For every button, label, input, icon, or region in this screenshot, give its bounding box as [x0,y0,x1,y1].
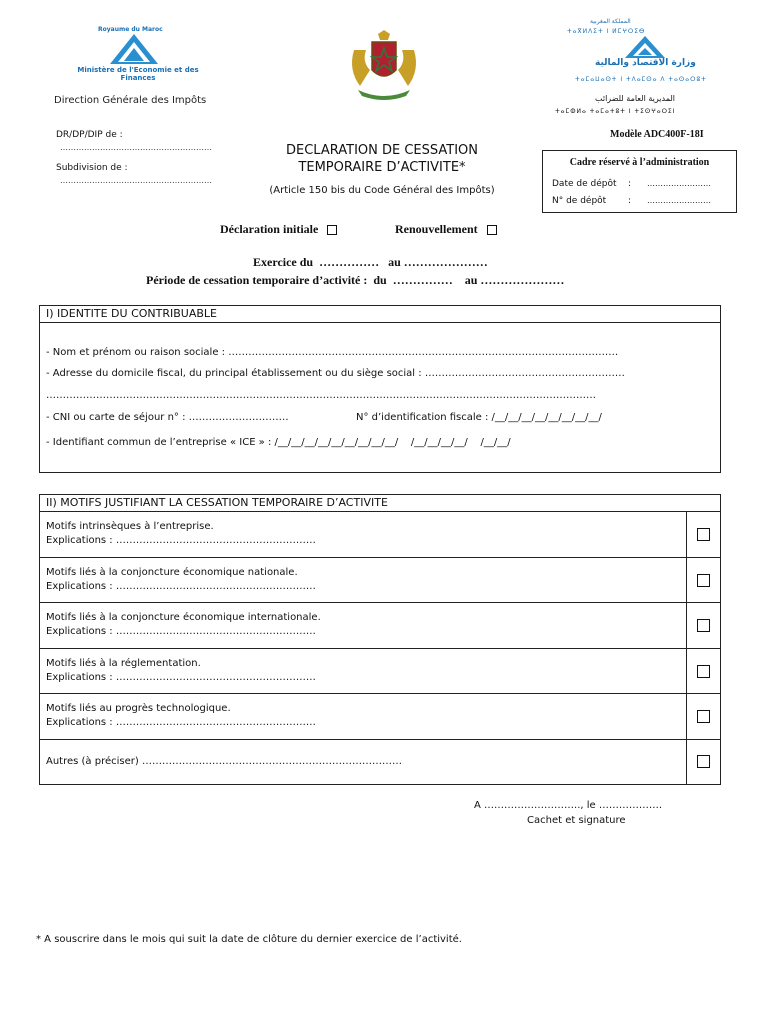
motif-text [46,657,316,685]
motif-checkbox[interactable] [697,619,710,632]
motif-text [46,702,316,730]
divider [686,694,687,739]
motif-checkbox[interactable] [697,574,710,587]
divider [686,649,687,693]
motif-checkbox[interactable] [697,528,710,541]
declaration-initiale-label: Déclaration initiale [220,222,319,236]
motif-checkbox[interactable] [697,665,710,678]
lieu-date-field[interactable]: A ……………………….., le ………………. [474,800,663,811]
motif-label: Motifs liés à la conjoncture économique nationale. [46,567,298,578]
date-depot-field[interactable]: …………………… [647,179,711,188]
motif-row [40,693,720,739]
dr-label: DR/DP/DIP de : [56,130,123,140]
motif-row [40,511,720,557]
dr-dots[interactable]: ………………………………………………… [60,143,212,152]
ministry-emblem-icon [110,34,158,66]
declaration-initiale-checkbox[interactable] [327,225,337,235]
adresse-field[interactable]: - Adresse du domicile fiscal, du principal établissement ou du siège social : …………………………………………………… [46,368,625,379]
motif-text [46,520,316,548]
motif-label: Motifs liés au progrès technologique. [46,703,231,714]
declaration-initiale [220,222,337,237]
admin-box [542,150,737,213]
title-line1: DECLARATION DE CESSATION [286,143,478,158]
section-motifs-title: II) MOTIFS JUSTIFIANT LA CESSATION TEMPORAIRE D’ACTIVITE [40,495,720,512]
renouvellement-checkbox[interactable] [487,225,497,235]
numero-depot-label: N° de dépôt [552,196,607,206]
tif-line2: ⵜⴰⵎⴰⵡⴰⵙⵜ ⵏ ⵜⴷⴰⵎⵙⴰ ⴷ ⵜⴰⵙⴰⵔⵓⵜ [575,76,707,83]
periode-line: Période de cessation temporaire d’activité : du …………… au ………………… [146,273,565,287]
section-identite [39,305,721,473]
adresse-continuation[interactable]: ………………………………………………………………………………………………………………………………………………… [46,390,596,401]
cni-field[interactable]: - CNI ou carte de séjour n° : ………………………… [46,412,289,423]
nom-field[interactable]: - Nom et prénom ou raison sociale : ……………………………………………………………………………………………………… [46,347,619,358]
date-colon: : [628,179,632,189]
motif-explications[interactable]: Explications : …………………………………………………… [46,535,316,546]
cachet-label: Cachet et signature [527,815,626,826]
ministry-logo-arabic [545,14,725,124]
numero-colon: : [628,196,632,206]
motif-explications[interactable]: Explications : …………………………………………………… [46,581,316,592]
subdivision-label: Subdivision de : [56,163,128,173]
motif-label: Motifs intrinsèques à l’entreprise. [46,521,214,532]
motif-row-autres [40,739,720,784]
section-identite-title: I) IDENTITE DU CONTRIBUABLE [40,306,720,323]
ar-dg: المديرية العامة للضرائب [595,94,675,103]
dgi-label: Direction Générale des Impôts [54,95,207,106]
motif-row [40,557,720,602]
admin-title: Cadre réservé à l’administration [569,157,710,168]
renouvellement-label: Renouvellement [395,222,478,236]
motif-row [40,602,720,648]
motif-row [40,648,720,693]
divider [686,603,687,648]
royaume-text: Royaume du Maroc [98,26,163,33]
exercice-line: Exercice du …………… au ………………… [253,255,488,269]
autres-field[interactable]: Autres (à préciser) …………………………………………………………………… [46,756,402,767]
modele-label: Modèle ADC400F-18I [610,129,704,140]
motif-checkbox[interactable] [697,710,710,723]
motif-text [46,566,316,594]
motif-explications[interactable]: Explications : …………………………………………………… [46,717,316,728]
numero-depot-field[interactable]: …………………… [647,196,711,205]
divider [686,558,687,602]
motif-explications[interactable]: Explications : …………………………………………………… [46,626,316,637]
ar-ministry: وزارة الاقتصاد والمالية [595,58,696,68]
coat-of-arms-icon [344,30,424,102]
article-reference: (Article 150 bis du Code Général des Impôts) [269,185,495,196]
ice-field[interactable]: - Identifiant commun de l’entreprise « ICE » : /__/__/__/__/__/__/__/__/__/ /__/__/__/__/ /__/__/ [46,437,511,448]
ministry-emblem-icon-right [625,36,665,60]
section-motifs [39,494,721,785]
renouvellement [395,222,497,237]
tif-line1: ⵜⴰⴳⵍⴷⵉⵜ ⵏ ⵍⵎⵖⵔⵉⴱ [567,28,646,35]
motif-label: Motifs liés à la conjoncture économique internationale. [46,612,321,623]
autres-checkbox[interactable] [697,755,710,768]
divider [686,740,687,784]
ar-line1: المملكة المغربية [590,18,631,25]
motif-label: Motifs liés à la réglementation. [46,658,201,669]
title-line2: TEMPORAIRE D’ACTIVITE* [298,160,466,175]
ministere-text: Ministère de l'Economie et des Finances [77,66,199,82]
footnote: * A souscrire dans le mois qui suit la date de clôture du dernier exercice de l’activité. [36,934,462,945]
divider [686,512,687,557]
if-field[interactable]: N° d’identification fiscale : /__/__/__/__/__/__/__/__/ [356,412,602,423]
motif-explications[interactable]: Explications : …………………………………………………… [46,672,316,683]
tif-line3: ⵜⴰⵎⵀⵍⴰ ⵜⴰⵎⴰⵜⵓⵜ ⵏ ⵜⵉⵙⵖⴰⵔⵉⵏ [555,108,676,115]
date-depot-label: Date de dépôt [552,179,617,189]
page-title [240,142,524,176]
subdivision-dots[interactable]: ………………………………………………… [60,176,212,185]
motif-text [46,611,321,639]
ministry-logo [58,26,218,88]
